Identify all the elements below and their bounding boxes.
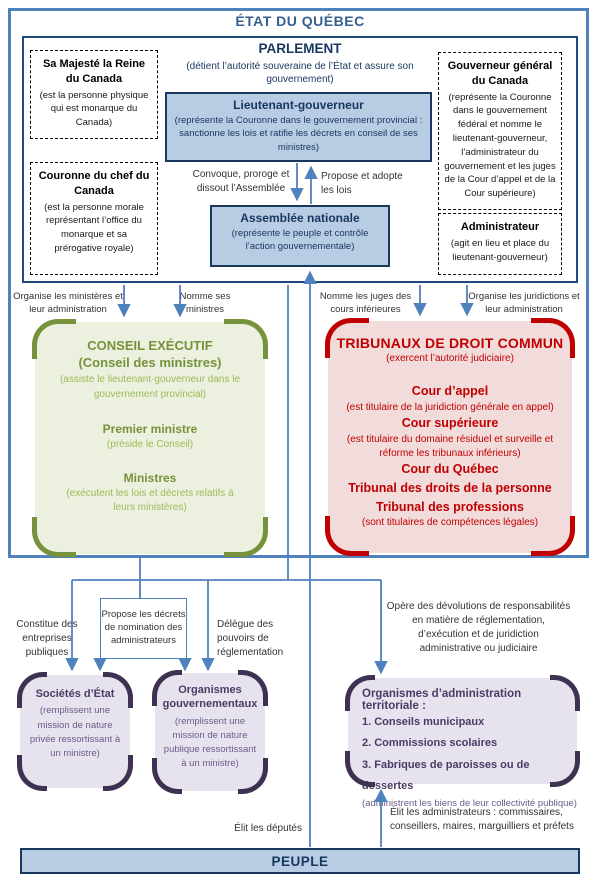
- label-elit-deputes: Élit les députés: [234, 823, 302, 834]
- label-convoque: Convoque, proroge et dissout l’Assemblée: [192, 169, 290, 194]
- court-name: Cour du Québec: [401, 462, 499, 476]
- box-gouverneur: [438, 52, 562, 210]
- lieutenant-desc: (représente la Couronne dans le gouvernement provincial : sanctionne les lois et ratifie les décrets en conseil de ses ministres): [174, 115, 423, 153]
- peuple-bar: [20, 848, 580, 874]
- corner-icon: [103, 672, 133, 708]
- corner-icon: [238, 758, 268, 794]
- territoriale-item: 2. Commissions scolaires: [362, 737, 498, 750]
- corner-icon: [152, 670, 182, 706]
- box-gouverneur-title: Gouverneur général du Canada: [447, 60, 553, 87]
- label-nomme-juges: Nomme les juges des cours inférieures: [319, 291, 412, 316]
- page-title: ÉTAT DU QUÉBEC: [235, 13, 365, 29]
- corner-icon: [550, 675, 580, 711]
- box-gouverneur-desc: (représente la Couronne dans le gouvernement fédéral et nomme le lieutenant-gouverneur, l’administrateur du gouvernement et les juges de la Cour d’appel et de la Cour supérieure): [444, 91, 556, 200]
- peuple-title: PEUPLE: [271, 853, 329, 869]
- court-desc: (est titulaire du domaine résiduel et surveille et réforme les tribunaux inférieurs): [346, 434, 554, 459]
- box-reine-desc: (est la personne physique qui est monarque du Canada): [39, 89, 149, 129]
- box-lieutenant-gouverneur: [165, 92, 432, 162]
- label-organise-juridictions: Organise les juridictions et leur administration: [468, 291, 580, 316]
- box-organismes-gouv: [155, 673, 265, 791]
- premier-ministre-desc: (préside le Conseil): [106, 439, 194, 450]
- conseil-title: CONSEIL EXÉCUTIF: [87, 338, 213, 353]
- label-propose-decrets: Propose les décrets de nomination des administrateurs: [100, 598, 187, 659]
- label-organise-ministeres: Organise les ministères et leur administration: [13, 291, 123, 316]
- box-couronne: [30, 162, 158, 275]
- court-name: Cour supérieure: [401, 416, 499, 431]
- box-societes-etat: [20, 675, 130, 788]
- territoriale-title: Organismes d’administration territoriale :: [362, 688, 522, 712]
- box-couronne-desc: (est la personne morale représentant l’office du monarque et sa prérogative royale): [44, 201, 144, 254]
- court-name: Tribunal des professions: [376, 499, 524, 514]
- box-tribunaux: [328, 321, 572, 553]
- box-reine: [30, 50, 158, 139]
- organismes-title: Organismes gouvernementaux: [162, 684, 258, 711]
- premier-ministre: Premier ministre: [102, 422, 198, 436]
- conseil-desc: (assiste le lieutenant-gouverneur dans le gouvernement provincial): [59, 374, 241, 400]
- corner-icon: [17, 672, 47, 708]
- parlement-title: PARLEMENT: [258, 41, 342, 56]
- label-opere: Opère des dévolutions de responsabilités en matière de réglementation, d’exécution et de juridiction administrative ou judiciaire: [386, 601, 571, 654]
- box-conseil-executif: [35, 322, 265, 554]
- box-administrateur-title: Administrateur: [460, 221, 540, 233]
- corner-icon: [103, 755, 133, 791]
- box-territoriale: [348, 678, 577, 809]
- tribunaux-subtitle: (exercent l’autorité judiciaire): [386, 353, 514, 364]
- box-assemblee-nationale: [210, 205, 390, 267]
- ministres: Ministres: [123, 470, 177, 485]
- label-delegue: Délègue des pouvoirs de réglementation: [217, 619, 284, 658]
- corner-icon: [345, 675, 375, 711]
- territoriale-item: 1. Conseils municipaux: [362, 716, 485, 728]
- label-constitue: Constitue des entreprises publiques: [16, 619, 78, 658]
- societes-desc: (remplissent une mission de nature privée ressortissant à un ministre): [29, 705, 121, 760]
- corner-icon: [17, 755, 47, 791]
- organismes-desc: (remplissent une mission de nature publique ressortissant à un ministre): [163, 715, 257, 770]
- territoriale-item: 3. Fabriques de paroisses ou de dessertes: [362, 758, 530, 793]
- corner-icon: [238, 670, 268, 706]
- corner-icon: [152, 758, 182, 794]
- label-elit-admins: Élit les administrateurs : commissaires, conseillers, maires, marguilliers et préfets: [390, 807, 574, 832]
- court-desc: (est titulaire de la juridiction générale en appel): [346, 401, 554, 413]
- ministres-desc: (exécutent les lois et décrets relatifs à leurs ministères): [66, 487, 234, 513]
- box-couronne-title: Couronne du chef du Canada: [38, 170, 150, 197]
- assemblee-desc: (représente le peuple et contrôle l’action gouvernementale): [231, 228, 369, 253]
- box-administrateur: [438, 213, 562, 275]
- assemblee-title: Assemblée nationale: [240, 211, 360, 225]
- territoriale-desc: (administrent les biens de leur collectivité publique): [362, 797, 577, 809]
- court-desc: (sont titulaires de compétences légales): [361, 517, 539, 529]
- parlement-subtitle: (détient l’autorité souveraine de l’État et assure son gouvernement): [186, 61, 414, 85]
- label-propose-lois: Propose et adopte les lois: [321, 171, 403, 196]
- conseil-subtitle: (Conseil des ministres): [78, 355, 222, 370]
- label-nomme-ministres: Nomme ses ministres: [179, 291, 231, 316]
- box-administrateur-desc: (agit en lieu et place du lieutenant-gouverneur): [450, 237, 550, 263]
- court-name: Tribunal des droits de la personne: [348, 480, 552, 495]
- lieutenant-title: Lieutenant-gouverneur: [233, 98, 364, 112]
- box-reine-title: Sa Majesté la Reine du Canada: [42, 58, 146, 85]
- corner-icon: [345, 751, 375, 787]
- tribunaux-title: TRIBUNAUX DE DROIT COMMUN: [336, 335, 564, 351]
- court-name: Cour d’appel: [411, 384, 489, 398]
- societes-title: Sociétés d’État: [35, 688, 115, 700]
